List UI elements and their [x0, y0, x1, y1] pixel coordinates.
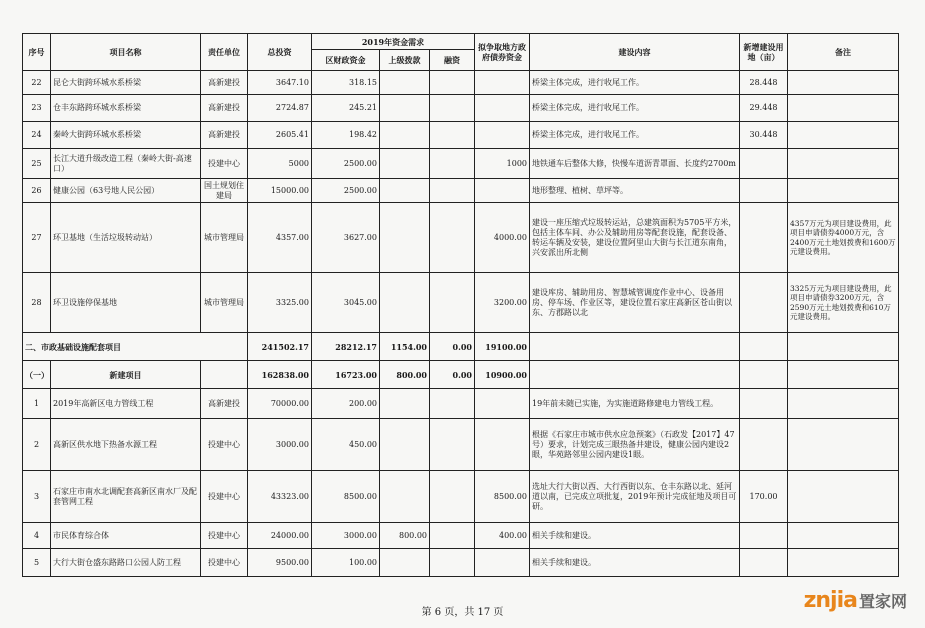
header-seq: 序号 — [23, 34, 51, 71]
cell-land — [740, 203, 788, 273]
cell-remark: 3325万元为项目建设费用，此项目申请债券3200万元，含2590万元土地划拨费和610万元建设费用。 — [788, 273, 899, 333]
cell-bond: 8500.00 — [475, 471, 530, 523]
subsection-financing: 0.00 — [430, 361, 475, 389]
cell-bond: 1000 — [475, 149, 530, 179]
table-row — [23, 273, 899, 333]
cell-seq: 25 — [23, 149, 51, 179]
cell-name: 长江大道升级改造工程（秦岭大街-高速口） — [51, 149, 201, 179]
cell-content: 地形整理、植树、草坪等。 — [530, 179, 740, 203]
subsection-fiscal: 16723.00 — [312, 361, 380, 389]
subsection-superior: 800.00 — [380, 361, 430, 389]
cell-superior — [380, 149, 430, 179]
cell-fiscal: 198.42 — [312, 122, 380, 149]
cell-bond — [475, 71, 530, 95]
cell-bond — [475, 549, 530, 577]
cell-bond — [475, 95, 530, 122]
section-bond: 19100.00 — [475, 333, 530, 361]
header-demand-group: 2019年资金需求 — [312, 34, 475, 50]
cell-seq: 23 — [23, 95, 51, 122]
cell-total: 5000 — [248, 149, 312, 179]
header-land: 新增建设用地（亩） — [740, 34, 788, 71]
cell-superior — [380, 389, 430, 419]
cell-superior: 800.00 — [380, 523, 430, 549]
cell-unit: 投建中心 — [201, 419, 248, 471]
cell-land — [740, 179, 788, 203]
cell-land — [740, 361, 788, 389]
cell-content: 桥梁主体完成，进行收尾工作。 — [530, 95, 740, 122]
cell-name: 秦岭大街跨环城水系桥梁 — [51, 122, 201, 149]
cell-name: 仓丰东路跨环城水系桥梁 — [51, 95, 201, 122]
header-name: 项目名称 — [51, 34, 201, 71]
cell-superior — [380, 549, 430, 577]
cell-content: 桥梁主体完成，进行收尾工作。 — [530, 122, 740, 149]
cell-fiscal: 245.21 — [312, 95, 380, 122]
cell-total: 2605.41 — [248, 122, 312, 149]
cell-unit: 高新建投 — [201, 71, 248, 95]
cell-financing — [430, 389, 475, 419]
cell-total: 3325.00 — [248, 273, 312, 333]
section-fiscal: 28212.17 — [312, 333, 380, 361]
header-remark: 备注 — [788, 34, 899, 71]
header-financing: 融资 — [430, 50, 475, 71]
cell-content — [530, 361, 740, 389]
cell-name: 市民体育综合体 — [51, 523, 201, 549]
cell-remark — [788, 471, 899, 523]
cell-unit: 高新建投 — [201, 95, 248, 122]
cell-land — [740, 149, 788, 179]
cell-financing — [430, 523, 475, 549]
cell-land — [740, 389, 788, 419]
table-row — [23, 122, 899, 149]
cell-land — [740, 273, 788, 333]
cell-seq: 24 — [23, 122, 51, 149]
cell-fiscal: 2500.00 — [312, 179, 380, 203]
section-row — [23, 333, 899, 361]
cell-fiscal: 3000.00 — [312, 523, 380, 549]
cell-unit: 城市管理局 — [201, 203, 248, 273]
cell-remark — [788, 549, 899, 577]
cell-superior — [380, 95, 430, 122]
cell-financing — [430, 471, 475, 523]
cell-bond: 3200.00 — [475, 273, 530, 333]
cell-seq: 4 — [23, 523, 51, 549]
cell-land — [740, 523, 788, 549]
cell-total: 43323.00 — [248, 471, 312, 523]
cell-remark — [788, 95, 899, 122]
table-row — [23, 389, 899, 419]
cell-land: 29.448 — [740, 95, 788, 122]
cell-seq: 26 — [23, 179, 51, 203]
cell-bond — [475, 419, 530, 471]
cell-superior — [380, 419, 430, 471]
cell-remark — [788, 179, 899, 203]
cell-financing — [430, 419, 475, 471]
cell-remark — [788, 419, 899, 471]
section-label: 二、市政基础设施配套项目 — [23, 333, 248, 361]
cell-unit: 投建中心 — [201, 149, 248, 179]
cell-total: 3647.10 — [248, 71, 312, 95]
cell-land — [740, 333, 788, 361]
cell-unit: 投建中心 — [201, 523, 248, 549]
cell-content: 桥梁主体完成，进行收尾工作。 — [530, 71, 740, 95]
cell-content: 建设库房、辅助用房、智慧城管调度作业中心、设备用房、停车场、作业区等，建设位置石家庄高新区苍山街以东、方郡路以北 — [530, 273, 740, 333]
cell-name: 健康公园（63号地人民公园） — [51, 179, 201, 203]
cell-land: 170.00 — [740, 471, 788, 523]
section-superior: 1154.00 — [380, 333, 430, 361]
cell-unit: 城市管理局 — [201, 273, 248, 333]
cell-unit: 高新建投 — [201, 122, 248, 149]
cell-total: 9500.00 — [248, 549, 312, 577]
cell-financing — [430, 203, 475, 273]
cell-fiscal: 450.00 — [312, 419, 380, 471]
table-row — [23, 549, 899, 577]
cell-superior — [380, 122, 430, 149]
table-row — [23, 523, 899, 549]
cell-land: 30.448 — [740, 122, 788, 149]
cell-fiscal: 318.15 — [312, 71, 380, 95]
cell-superior — [380, 179, 430, 203]
table-row — [23, 179, 899, 203]
cell-total: 15000.00 — [248, 179, 312, 203]
cell-name: 昆仑大街跨环城水系桥梁 — [51, 71, 201, 95]
cell-bond — [475, 179, 530, 203]
cell-unit: 高新建投 — [201, 389, 248, 419]
cell-unit: 投建中心 — [201, 471, 248, 523]
cell-financing — [430, 179, 475, 203]
header-superior: 上级拨款 — [380, 50, 430, 71]
cell-fiscal: 200.00 — [312, 389, 380, 419]
section-total: 241502.17 — [248, 333, 312, 361]
cell-content: 选址大行大街以西、大行西街以东、仓丰东路以北、延河道以南，已完成立项批复，2019年预计完成征地及项目可研。 — [530, 471, 740, 523]
cell-unit: 投建中心 — [201, 549, 248, 577]
cell-total: 70000.00 — [248, 389, 312, 419]
cell-remark — [788, 523, 899, 549]
cell-content: 相关手续和建设。 — [530, 523, 740, 549]
cell-bond: 400.00 — [475, 523, 530, 549]
header-row-1 — [23, 34, 899, 50]
subsection-seq: （一） — [23, 361, 51, 389]
cell-content: 建设一座压缩式垃圾转运站，总建筑面积为5705平方米，包括主体车间、办公及辅助用房等配套设施，配套设备、转运车辆及安装，建设位置阿里山大街与长江道东南角，兴安派出所北侧 — [530, 203, 740, 273]
cell-remark — [788, 389, 899, 419]
cell-seq: 2 — [23, 419, 51, 471]
cell-total: 3000.00 — [248, 419, 312, 471]
cell-bond: 4000.00 — [475, 203, 530, 273]
cell-name: 高新区供水地下热备水源工程 — [51, 419, 201, 471]
cell-fiscal: 3627.00 — [312, 203, 380, 273]
cell-content: 相关手续和建设。 — [530, 549, 740, 577]
cell-seq: 28 — [23, 273, 51, 333]
cell-seq: 22 — [23, 71, 51, 95]
subsection-row — [23, 361, 899, 389]
header-bond: 拟争取地方政府债券资金 — [475, 34, 530, 71]
section-financing: 0.00 — [430, 333, 475, 361]
cell-name: 环卫设施停保基地 — [51, 273, 201, 333]
cell-superior — [380, 471, 430, 523]
cell-seq: 5 — [23, 549, 51, 577]
cell-fiscal: 3045.00 — [312, 273, 380, 333]
cell-superior — [380, 273, 430, 333]
cell-total: 2724.87 — [248, 95, 312, 122]
cell-financing — [430, 549, 475, 577]
subsection-bond: 10900.00 — [475, 361, 530, 389]
cell-bond — [475, 122, 530, 149]
header-content: 建设内容 — [530, 34, 740, 71]
cell-content: 地铁通车后整体大修，快慢车道沥青罩面、长度约2700m — [530, 149, 740, 179]
cell-superior — [380, 71, 430, 95]
subsection-total: 162838.00 — [248, 361, 312, 389]
cell-remark: 4357万元为项目建设费用，此项目申请债券4000万元，含2400万元土地划拨费和1600万元建设费用。 — [788, 203, 899, 273]
table-row — [23, 149, 899, 179]
cell-name: 环卫基地（生活垃圾转动站） — [51, 203, 201, 273]
cell-remark — [788, 361, 899, 389]
table-row — [23, 471, 899, 523]
cell-unit: 国土规划住建局 — [201, 179, 248, 203]
header-fiscal: 区财政资金 — [312, 50, 380, 71]
cell-fiscal: 100.00 — [312, 549, 380, 577]
header-total: 总投资 — [248, 34, 312, 71]
watermark-en: znjia — [803, 588, 857, 613]
cell-content — [530, 333, 740, 361]
document-sheet — [22, 33, 898, 577]
cell-total: 24000.00 — [248, 523, 312, 549]
cell-seq: 27 — [23, 203, 51, 273]
cell-remark — [788, 333, 899, 361]
cell-financing — [430, 149, 475, 179]
cell-fiscal: 2500.00 — [312, 149, 380, 179]
watermark-logo — [804, 588, 907, 613]
cell-name: 2019年高新区电力管线工程 — [51, 389, 201, 419]
cell-superior — [380, 203, 430, 273]
cell-land — [740, 549, 788, 577]
cell-name: 大行大街仓盛东路路口公园人防工程 — [51, 549, 201, 577]
table-row — [23, 71, 899, 95]
cell-bond — [475, 389, 530, 419]
table-row — [23, 203, 899, 273]
cell-remark — [788, 71, 899, 95]
header-unit: 责任单位 — [201, 34, 248, 71]
cell-land: 28.448 — [740, 71, 788, 95]
cell-remark — [788, 122, 899, 149]
table-row — [23, 95, 899, 122]
subsection-label: 新建项目 — [51, 361, 201, 389]
cell-financing — [430, 122, 475, 149]
table-row — [23, 419, 899, 471]
cell-seq: 1 — [23, 389, 51, 419]
cell-financing — [430, 71, 475, 95]
cell-total: 4357.00 — [248, 203, 312, 273]
cell-fiscal: 8500.00 — [312, 471, 380, 523]
cell-content: 根据《石家庄市城市供水应急预案》（石政发【2017】47号）要求，计划完成三眼热备井建设，健康公园内建设2眼，华苑路邻里公园内建设1眼。 — [530, 419, 740, 471]
cell-content: 19年前未随已实施，为实施道路修建电力管线工程。 — [530, 389, 740, 419]
budget-table — [22, 33, 899, 577]
cell-unit — [201, 361, 248, 389]
cell-land — [740, 419, 788, 471]
page-number: 第 6 页，共 17 页 — [421, 607, 504, 618]
cell-remark — [788, 149, 899, 179]
cell-seq: 3 — [23, 471, 51, 523]
watermark-cn: 置家网 — [858, 592, 907, 611]
cell-financing — [430, 95, 475, 122]
cell-financing — [430, 273, 475, 333]
cell-name: 石家庄市南水北调配套高新区南水厂及配套管网工程 — [51, 471, 201, 523]
